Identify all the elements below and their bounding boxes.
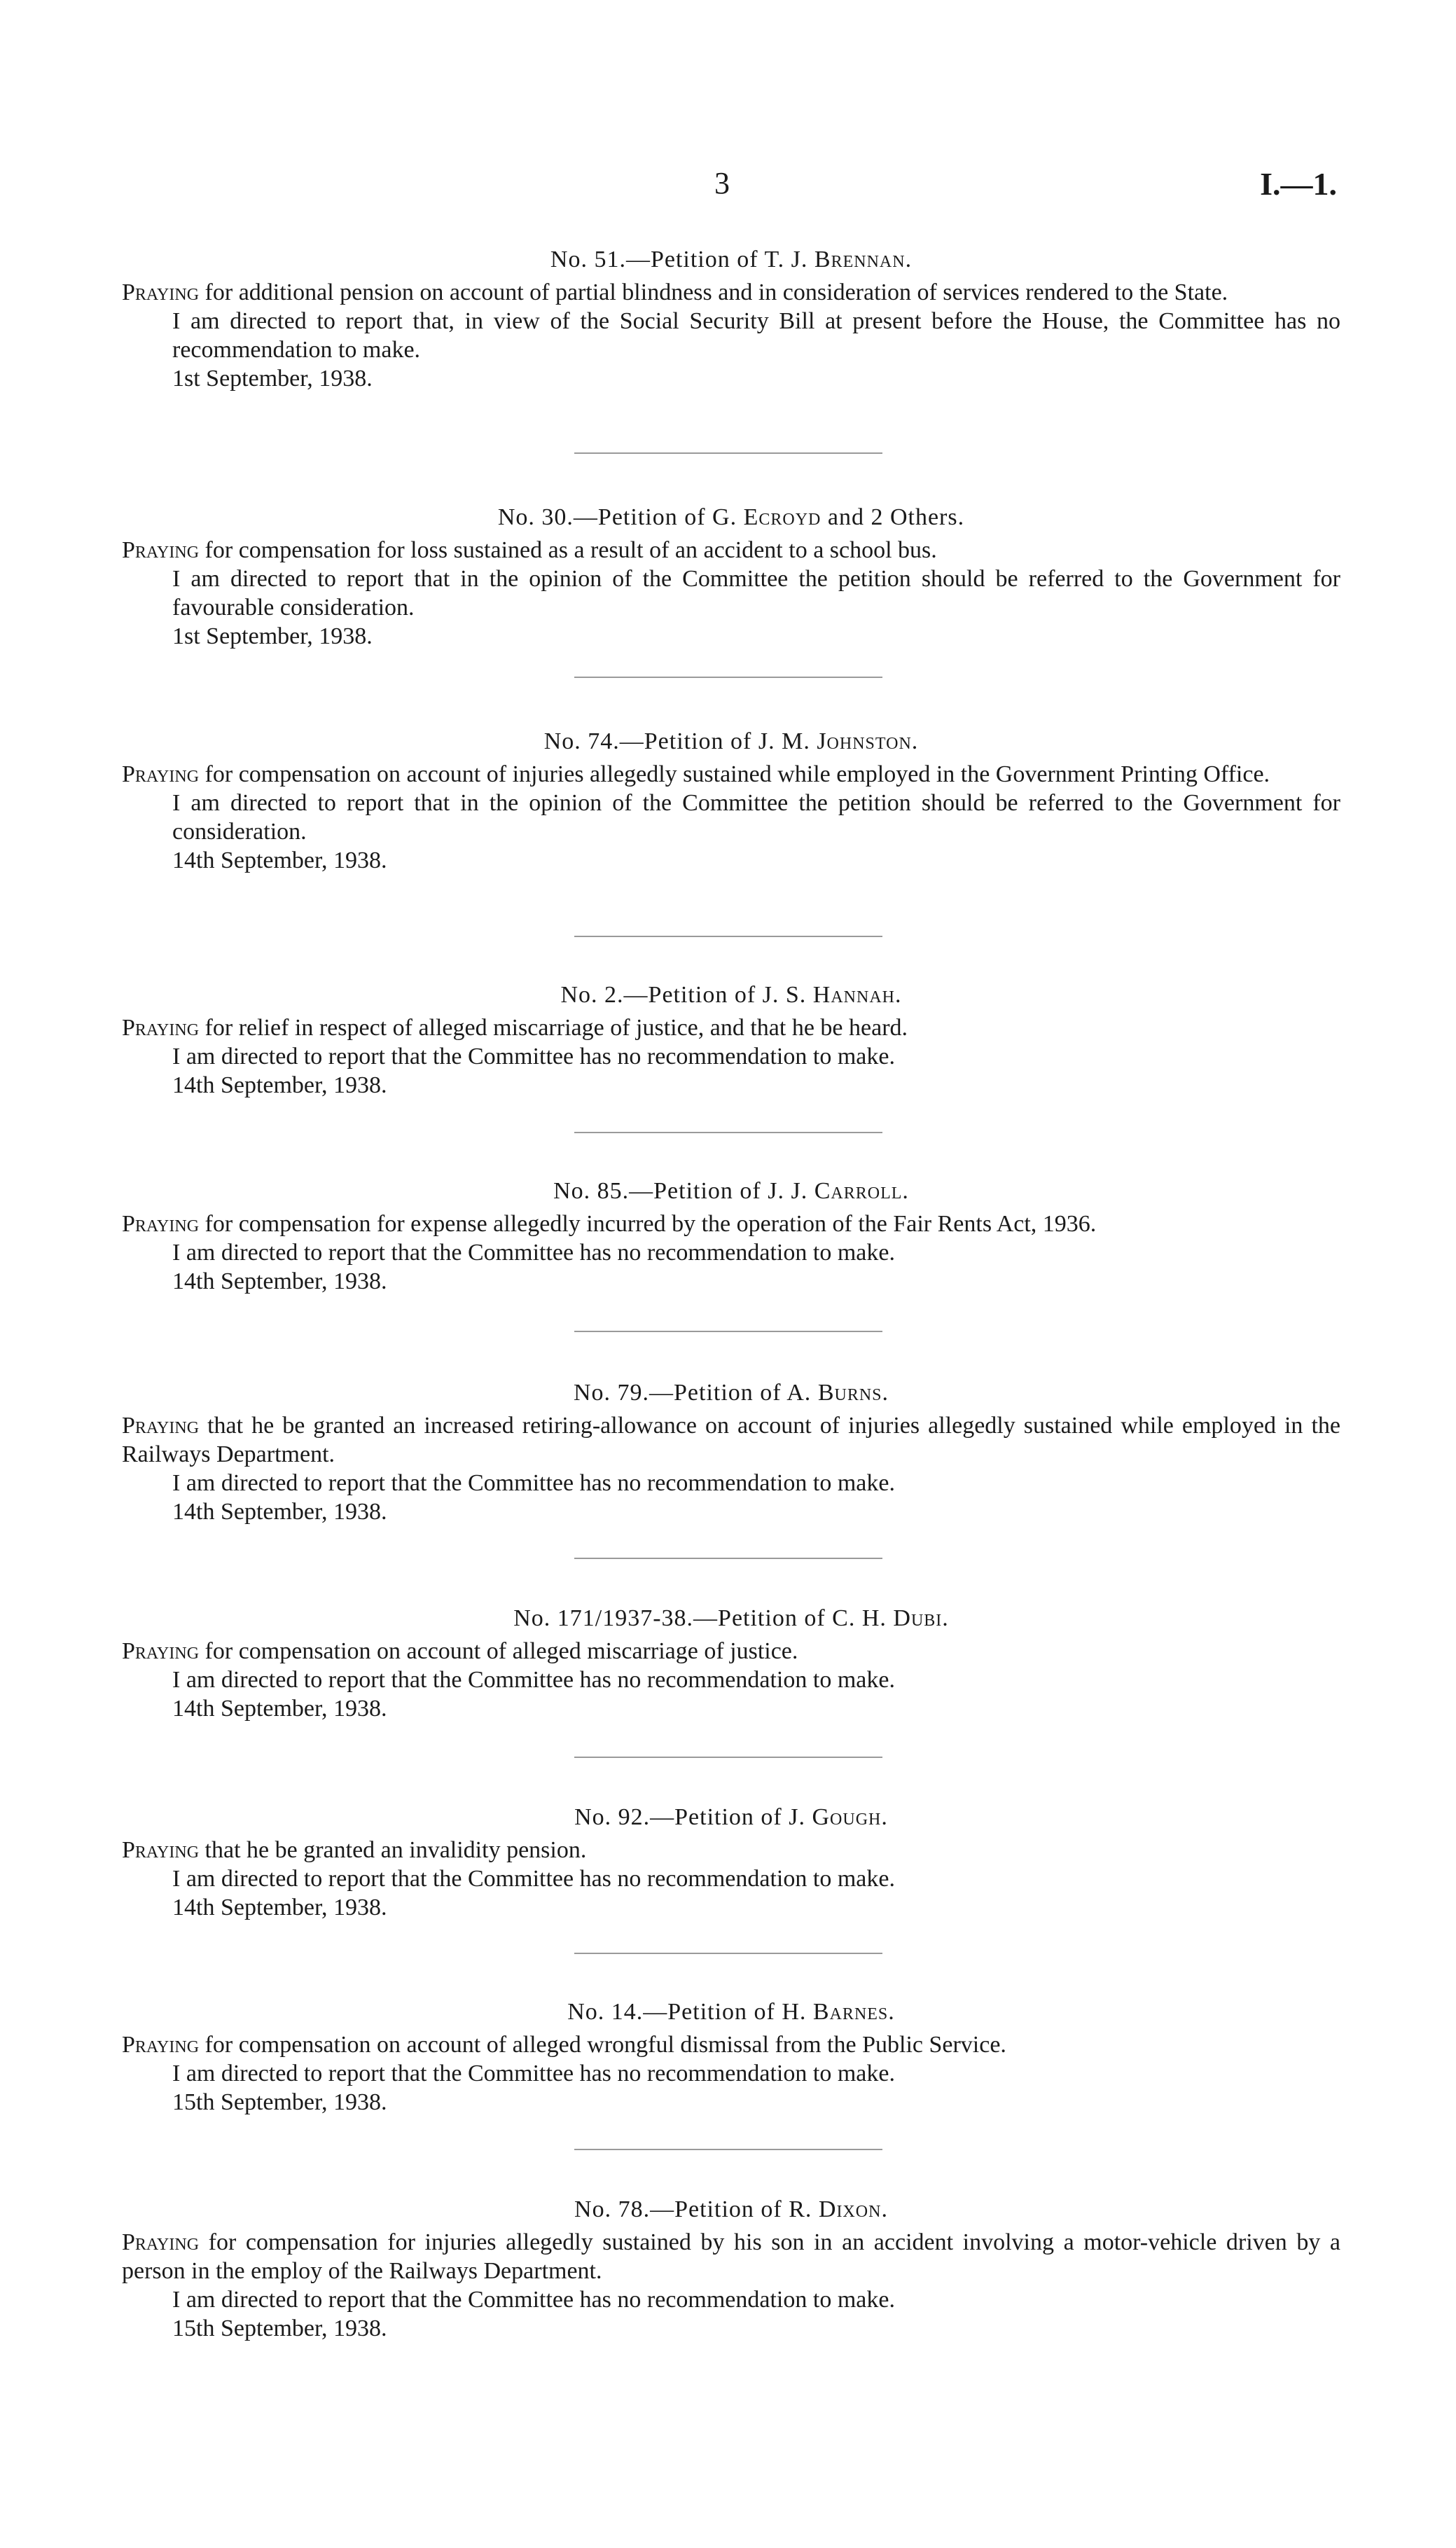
petition-prayer: Praying that he be granted an invalidity pension. [122,1837,587,1863]
petition-prayer: Praying for compensation for loss sustained as a result of an accident to a school bus. [122,537,937,563]
page-number: 3 [714,166,730,200]
petition-prayer: Praying for compensation on account of injuries allegedly sustained while employed in the Government Printing Office. [122,761,1270,787]
petition-entry [122,503,1340,651]
petition-prayer: Praying for additional pension on account of partial blindness and in consideration of services rendered to the State. [122,279,1228,305]
petition-title: No. 2.—Petition of J. S. Hannah. [560,982,902,1008]
petition-entry [122,1177,1340,1296]
petition-report: I am directed to report that the Committee has no recommendation to make. [172,2287,895,2313]
petition-entry [122,1803,1340,1922]
petition-entry [122,1378,1340,1526]
petition-prayer: Praying for compensation on account of alleged miscarriage of justice. [122,1638,798,1664]
section-divider [574,1757,882,1758]
petition-title: No. 171/1937-38.—Petition of C. H. Dubi. [513,1605,949,1631]
petition-report: I am directed to report that the Committee has no recommendation to make. [172,1667,895,1693]
section-divider [574,2149,882,2150]
petition-entry [122,245,1340,393]
petition-prayer: Praying for compensation for expense allegedly incurred by the operation of the Fair Rents Act, 1936. [122,1211,1097,1237]
petition-report: I am directed to report that the Committee has no recommendation to make. [172,1044,895,1069]
petition-title: No. 85.—Petition of J. J. Carroll. [553,1178,909,1204]
petition-title: No. 78.—Petition of R. Dixon. [574,2196,888,2222]
petition-prayer: Praying for relief in respect of alleged miscarriage of justice, and that he be heard. [122,1015,908,1041]
petition-report: I am directed to report that in the opinion of the Committee the petition should be referred to the Government for favourable consideration. [172,566,1340,621]
petition-report: I am directed to report that, in view of the Social Security Bill at present before the House, the Committee has no recommendation to make. [172,308,1340,363]
petition-date: 1st September, 1938. [172,366,373,392]
petition-date: 15th September, 1938. [172,2089,387,2115]
petition-report: I am directed to report that in the opinion of the Committee the petition should be referred to the Government for consideration. [172,790,1340,845]
section-divider [574,1558,882,1559]
petition-prayer: Praying that he be granted an increased retiring-allowance on account of injuries allegedly sustained while employed in the Railways Department. [122,1413,1340,1467]
petition-entry [122,981,1340,1100]
petition-date: 14th September, 1938. [172,1895,387,1920]
petition-entry [122,1604,1340,1723]
petition-report: I am directed to report that the Committee has no recommendation to make. [172,2061,895,2086]
petition-title: No. 14.—Petition of H. Barnes. [567,1999,895,2025]
petition-date: 1st September, 1938. [172,623,373,649]
petition-date: 15th September, 1938. [172,2315,387,2341]
petition-prayer: Praying for compensation for injuries allegedly sustained by his son in an accident involving a motor-vehicle driven by a person in the employ of the Railways Department. [122,2229,1340,2284]
petition-date: 14th September, 1938. [172,1499,387,1525]
petition-title: No. 79.—Petition of A. Burns. [573,1380,889,1406]
petition-date: 14th September, 1938. [172,1696,387,1722]
section-divider [574,1132,882,1133]
page-header [0,165,1456,221]
petition-report: I am directed to report that the Committee has no recommendation to make. [172,1470,895,1496]
petition-date: 14th September, 1938. [172,1072,387,1098]
section-divider [574,677,882,678]
section-divider [574,1331,882,1332]
petition-prayer: Praying for compensation on account of alleged wrongful dismissal from the Public Service. [122,2032,1006,2058]
petition-report: I am directed to report that the Committee has no recommendation to make. [172,1240,895,1266]
section-divider [574,452,882,454]
document-reference: I.—1. [1260,166,1337,202]
petition-date: 14th September, 1938. [172,847,387,873]
petition-entry [122,2195,1340,2343]
petition-entry [122,1997,1340,2117]
petition-title: No. 30.—Petition of G. Ecroyd and 2 Others. [497,504,965,530]
section-divider [574,936,882,937]
petition-date: 14th September, 1938. [172,1268,387,1294]
petition-title: No. 92.—Petition of J. Gough. [574,1804,888,1830]
petition-report: I am directed to report that the Committee has no recommendation to make. [172,1866,895,1892]
petition-title: No. 74.—Petition of J. M. Johnston. [543,728,919,754]
petition-title: No. 51.—Petition of T. J. Brennan. [550,247,913,272]
petition-entry [122,727,1340,875]
section-divider [574,1953,882,1954]
